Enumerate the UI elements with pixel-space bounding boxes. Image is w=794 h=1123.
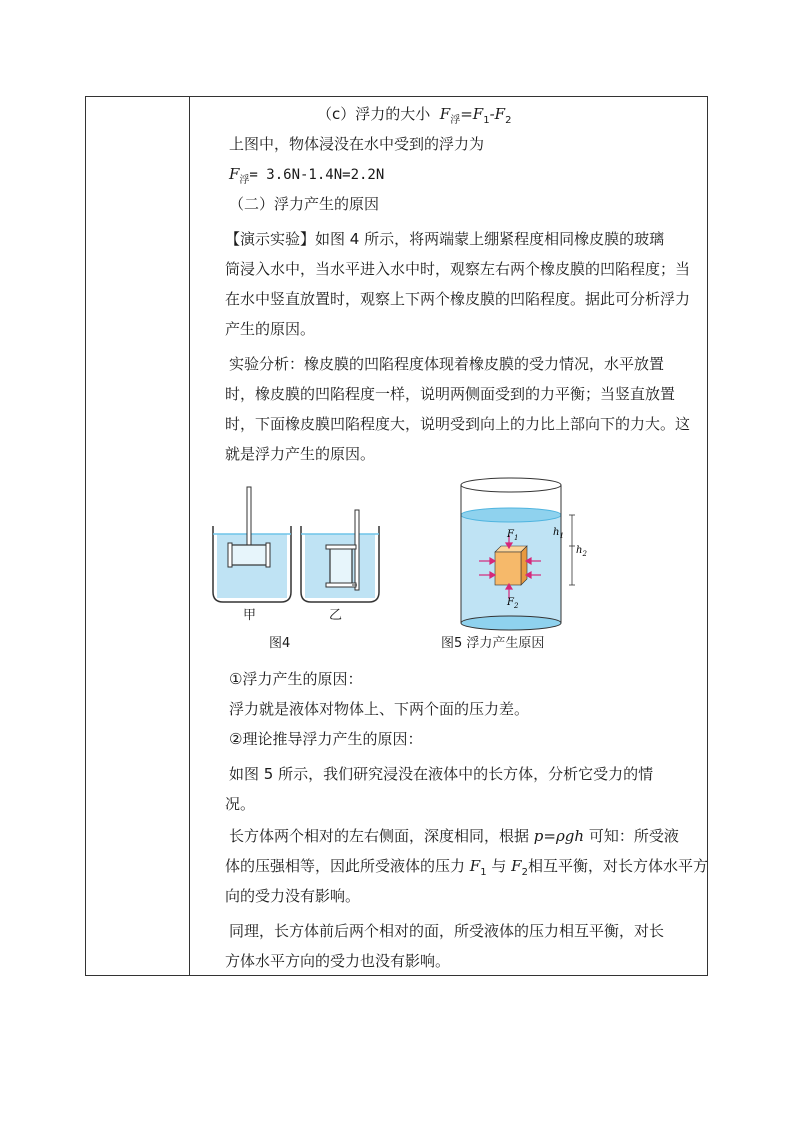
sub: 1 — [480, 867, 487, 878]
para-sides-3: 向的受力没有影响。 — [225, 887, 361, 905]
text: （c）浮力的大小 — [317, 105, 431, 123]
para-fig5-1: 如图 5 所示，我们研究浸没在液体中的长方体，分析它受力的情 — [229, 765, 654, 783]
q1: ①浮力产生的原因： — [229, 670, 363, 688]
para-analysis-3: 时，下面橡皮膜凹陷程度大，说明受到向上的力比上部向下的力大。这 — [225, 415, 691, 433]
cylinder-top — [461, 478, 561, 492]
label-F2: $F_2$ — [507, 597, 519, 610]
para-sides-1 — [229, 826, 679, 846]
membrane-bottom — [326, 583, 356, 587]
label-F1: $F_1$ — [507, 529, 519, 542]
membrane-left-b — [266, 543, 270, 567]
label-h2: $h_2$ — [576, 545, 587, 558]
sub: 浮 — [450, 115, 461, 126]
var: =F — [460, 105, 484, 123]
block-side — [521, 546, 527, 585]
var: -F — [489, 105, 506, 123]
text: 体的压强相等，因此所受液体的压力 — [225, 857, 466, 875]
dimension-lines — [569, 515, 575, 585]
figure-5-drawing — [457, 477, 617, 637]
para-demo-4: 产生的原因。 — [225, 320, 316, 338]
figure-4-caption: 图4 — [269, 636, 291, 651]
membrane-top — [326, 545, 356, 549]
text: 与 — [491, 857, 507, 875]
sub: 浮 — [239, 175, 250, 186]
cylinder-bottom — [461, 616, 561, 630]
figure-5 — [441, 477, 617, 651]
sub: 2 — [505, 115, 512, 126]
para-demo-1: 【演示实验】如图 4 所示，将两端蒙上绷紧程度相同橡皮膜的玻璃 — [225, 230, 665, 248]
rod-right — [355, 510, 359, 590]
column-divider — [189, 97, 190, 975]
line-intro: 上图中，物体浸没在水中受到的浮力为 — [229, 135, 485, 153]
text: 长方体两个相对的左右侧面，深度相同，根据 — [229, 827, 530, 845]
line-result — [229, 164, 384, 191]
var-F: F — [439, 105, 451, 123]
figure-4-label-yi: 乙 — [329, 608, 343, 623]
var-F: F — [511, 857, 522, 875]
para-front-back-2: 方体水平方向的受力也没有影响。 — [225, 952, 451, 970]
line-buoyancy-size — [317, 104, 511, 131]
para-sides-2 — [225, 856, 708, 883]
q3: ②理论推导浮力产生的原因： — [229, 730, 423, 748]
section-heading: （二）浮力产生的原因 — [229, 195, 380, 213]
var-F: F — [469, 857, 481, 875]
para-front-back-1: 同理，长方体前后两个相对的面，所受液体的压力相互平衡，对长 — [229, 922, 665, 940]
value: = 3.6N-1.4N=2.2N — [249, 167, 385, 183]
para-analysis-4: 就是浮力产生的原因。 — [225, 445, 376, 463]
membrane-left-a — [228, 543, 232, 567]
para-demo-2: 筒浸入水中，当水平进入水中时，观察左右两个橡皮膜的凹陷程度；当 — [225, 260, 691, 278]
text: 相互平衡，对长方体水平方 — [527, 857, 708, 875]
sub: 1 — [483, 115, 490, 126]
sub: 2 — [521, 867, 528, 878]
block-front — [495, 552, 521, 585]
figure-4 — [209, 482, 409, 651]
q2: 浮力就是液体对物体上、下两个面的压力差。 — [229, 700, 530, 718]
label-h1: $h_1$ — [553, 527, 564, 540]
rod-left — [247, 487, 251, 545]
content-table — [85, 96, 708, 976]
figure-4-drawing — [209, 482, 409, 632]
para-fig5-2: 况。 — [225, 795, 256, 813]
para-demo-3: 在水中竖直放置时，观察上下两个橡皮膜的凹陷程度。据此可分析浮力 — [225, 290, 691, 308]
formula: p=ρgh — [533, 827, 585, 845]
para-analysis-2: 时，橡皮膜的凹陷程度一样，说明两侧面受到的力平衡；当竖直放置 — [225, 385, 676, 403]
text: 可知：所受液 — [588, 827, 679, 845]
figure-5-caption: 图5 浮力产生原因 — [441, 636, 545, 651]
para-analysis-1: 实验分析：橡皮膜的凹陷程度体现着橡皮膜的受力情况，水平放置 — [229, 355, 665, 373]
figure-4-label-jia: 甲 — [243, 608, 257, 623]
water-surface — [461, 508, 561, 522]
tube-right — [330, 548, 352, 584]
tube-left — [231, 545, 267, 565]
var-F: F — [229, 165, 240, 183]
